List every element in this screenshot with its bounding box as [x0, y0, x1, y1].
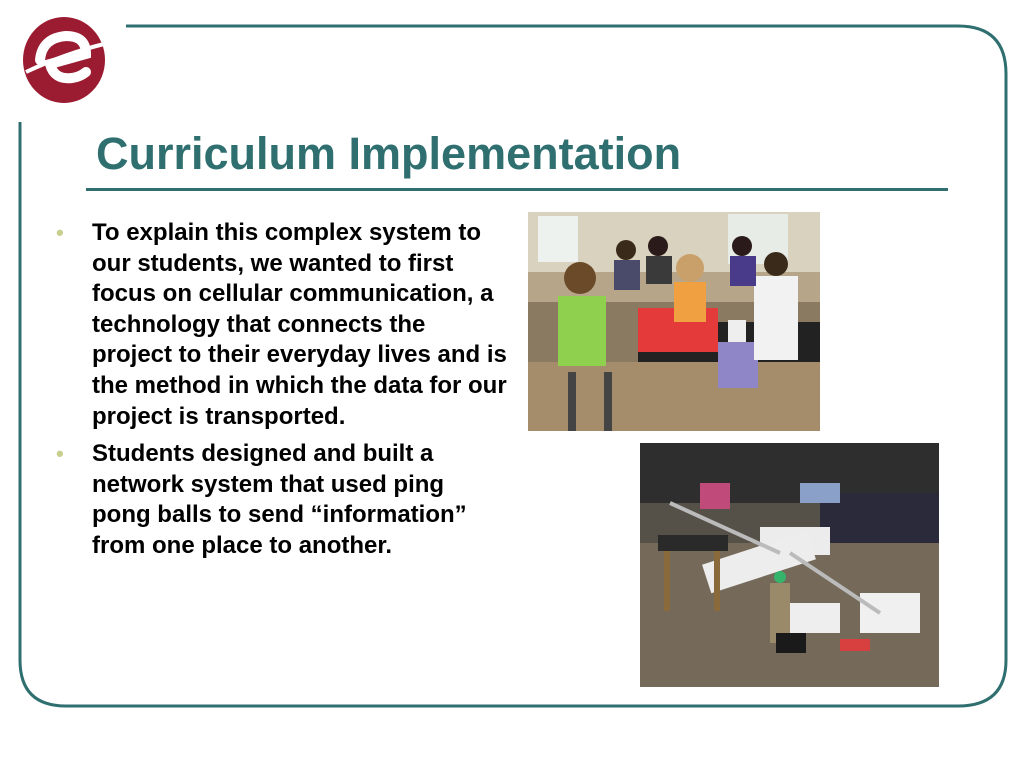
bullet-dot-icon: •	[56, 220, 64, 245]
e-logo-icon	[20, 14, 108, 106]
slide-title: Curriculum Implementation	[96, 128, 682, 179]
bullet-text: To explain this complex system to our students, we wanted to first focus on cellular communication, a technology that connects the project to their everyday lives and is the method in which the data for our project is transported.	[92, 219, 507, 430]
bullet-item	[52, 218, 508, 432]
bullet-text: Students designed and built a network system that used ping pong balls to send “information” from one place to another.	[92, 440, 467, 559]
ping-pong-network-photo	[640, 443, 939, 687]
bullet-item	[52, 439, 508, 561]
classroom-students-photo	[528, 212, 820, 431]
title-underline	[86, 188, 948, 191]
bullet-dot-icon: •	[56, 441, 64, 467]
bullet-list	[52, 218, 508, 569]
